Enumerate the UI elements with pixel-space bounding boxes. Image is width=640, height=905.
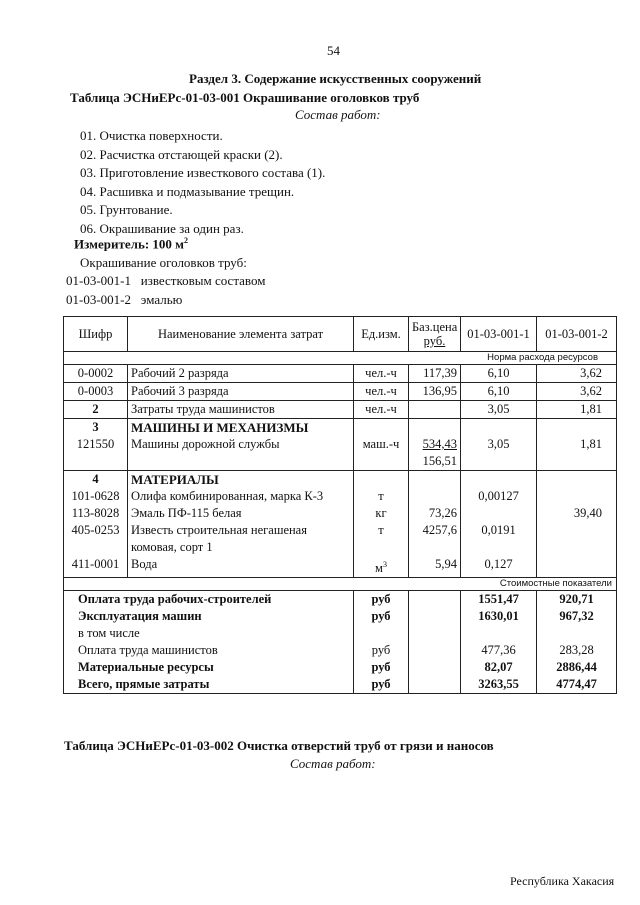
cost-caption-row bbox=[64, 578, 617, 591]
page-number: 54 bbox=[327, 43, 340, 58]
section-row-materials: 4 МАТЕРИАЛЫ bbox=[64, 471, 617, 489]
work-item: 03. Приготовление известкового состава (1). bbox=[80, 165, 326, 181]
work-item: 06. Окрашивание за один раз. bbox=[80, 220, 244, 236]
totals-row: в том числе bbox=[64, 625, 617, 642]
work-item: 04. Расшивка и подмазывание трещин. bbox=[80, 183, 295, 199]
subject-label: Окрашивание оголовков труб: bbox=[80, 255, 247, 270]
variant-row bbox=[66, 292, 182, 308]
totals-row: Эксплуатация машин руб 1630,01 967,32 bbox=[64, 608, 617, 625]
variant-code: 01-03-001-2 bbox=[66, 292, 131, 307]
composition-label-2: Состав работ: bbox=[290, 756, 376, 771]
norm-caption-row bbox=[64, 352, 617, 365]
table-row: 405-0253 Известь строительная негашеная комовая, сорт 1 т 4257,6 0,0191 bbox=[64, 522, 617, 556]
header-code: Шифр bbox=[64, 317, 128, 352]
header-price: Баз.цена руб. bbox=[409, 317, 461, 352]
header-col2: 01-03-001-2 bbox=[537, 317, 617, 352]
table-row: 113-8028 Эмаль ПФ-115 белая кг 73,26 39,40 bbox=[64, 505, 617, 522]
cost-caption: Стоимостные показатели bbox=[64, 578, 617, 591]
table2-title: Таблица ЭСНиЕРс-01-03-002 Очистка отверстий труб от грязи и наносов bbox=[64, 738, 494, 753]
totals-row: Всего, прямые затраты руб 3263,55 4774,47 bbox=[64, 676, 617, 694]
totals-row: Оплата труда машинистов руб 477,36 283,28 bbox=[64, 642, 617, 659]
header-name: Наименование элемента затрат bbox=[128, 317, 354, 352]
table-row: 121550 Машины дорожной службы маш.-ч 534,43 156,51 3,05 1,81 bbox=[64, 436, 617, 471]
table-header-row bbox=[64, 317, 617, 352]
section-row-machines: 3 МАШИНЫ И МЕХАНИЗМЫ bbox=[64, 419, 617, 437]
totals-row: Оплата труда рабочих-строителей руб 1551,47 920,71 bbox=[64, 591, 617, 609]
variant-code: 01-03-001-1 bbox=[66, 273, 131, 288]
norm-caption: Норма расхода ресурсов bbox=[64, 352, 617, 365]
work-item: 05. Грунтование. bbox=[80, 202, 173, 218]
table-row: 2 Затраты труда машинистов чел.-ч 3,05 1,81 bbox=[64, 401, 617, 419]
variant-row bbox=[66, 273, 265, 289]
table-row: 0-0002 Рабочий 2 разряда чел.-ч 117,39 6,10 3,62 bbox=[64, 365, 617, 383]
section-title: Раздел 3. Содержание искусственных сооружений bbox=[189, 71, 482, 86]
table-row: 411-0001 Вода $м^3$ 5,94 0,127 bbox=[64, 556, 617, 578]
work-item: 02. Расчистка отстающей краски (2). bbox=[80, 146, 283, 162]
meter-label: Измеритель: 100 $м^2$ bbox=[74, 236, 189, 252]
footer-region: Республика Хакасия bbox=[510, 874, 615, 888]
table1-title: Таблица ЭСНиЕРс-01-03-001 Окрашивание оголовков труб bbox=[70, 90, 420, 105]
totals-row: Материальные ресурсы руб 82,07 2886,44 bbox=[64, 659, 617, 676]
variant-desc: известковым составом bbox=[140, 273, 266, 288]
header-unit: Ед.изм. bbox=[354, 317, 409, 352]
table-row: 0-0003 Рабочий 3 разряда чел.-ч 136,95 6,10 3,62 bbox=[64, 383, 617, 401]
estimate-table bbox=[63, 316, 617, 694]
work-item: 01. Очистка поверхности. bbox=[80, 128, 223, 143]
composition-label: Состав работ: bbox=[295, 107, 381, 122]
table-row: 101-0628 Олифа комбинированная, марка К-3 т 0,00127 bbox=[64, 488, 617, 505]
work-items-list bbox=[80, 127, 325, 239]
variant-desc: эмалью bbox=[140, 292, 183, 307]
header-col1: 01-03-001-1 bbox=[461, 317, 537, 352]
